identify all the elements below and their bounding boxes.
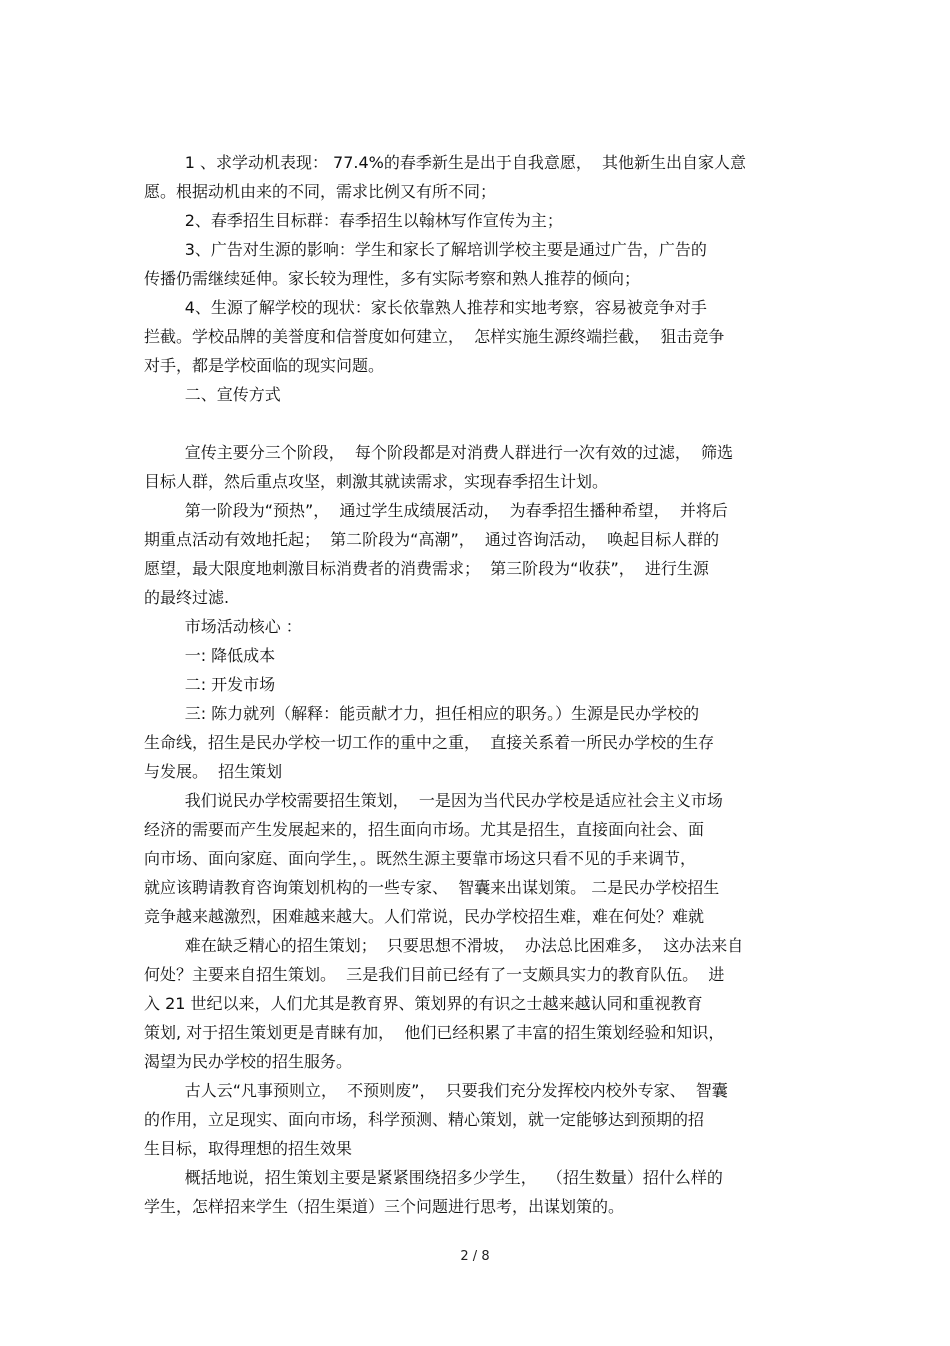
- text-line: 1 、求学动机表现： 77.4%的春季新生是出于自我意愿， 其他新生出自家人意: [144, 153, 747, 172]
- text-line: 与发展。 招生策划: [144, 762, 283, 781]
- text-line: 渴望为民办学校的招生服务。: [144, 1052, 353, 1071]
- text-line: 我们说民办学校需要招生策划， 一是因为当代民办学校是适应社会主义市场: [144, 791, 723, 810]
- text-line: 市场活动核心 ：: [144, 617, 302, 636]
- text-line: 愿。根据动机由来的不同，需求比例又有所不同；: [144, 182, 497, 201]
- text-line: 入 21 世纪以来，人们尤其是教育界、策划界的有识之士越来越认同和重视教育: [144, 994, 703, 1013]
- text-line: 三: 陈力就列（解释：能贡献才力，担任相应的职务。）生源是民办学校的: [144, 704, 700, 723]
- document-body: [144, 148, 812, 1221]
- text-line: 向市场、面向家庭、面向学生，。既然生源主要靠市场这只看不见的手来调节，: [144, 849, 697, 868]
- text-line: 生命线，招生是民办学校一切工作的重中之重， 直接关系着一所民办学校的生存: [144, 733, 715, 752]
- text-line: 3、广告对生源的影响：学生和家长了解培训学校主要是通过广告，广告的: [144, 240, 707, 259]
- text-line: 一: 降低成本: [144, 646, 276, 665]
- text-line: 目标人群，然后重点攻坚，刺激其就读需求，实现春季招生计划。: [144, 472, 609, 491]
- text-line: 的最终过滤.: [144, 588, 230, 607]
- text-line: 2、春季招生目标群：春季招生以翰林写作宣传为主；: [144, 211, 563, 230]
- text-line: 经济的需要而产生发展起来的，招生面向市场。尤其是招生，直接面向社会、面: [144, 820, 705, 839]
- text-line: 概括地说，招生策划主要是紧紧围绕招多少学生， （招生数量）招什么样的: [144, 1168, 723, 1187]
- text-line: 拦截。学校品牌的美誉度和信誉度如何建立， 怎样实施生源终端拦截， 狙击竞争: [144, 327, 725, 346]
- text-line: 传播仍需继续延伸。家长较为理性，多有实际考察和熟人推荐的倾向；: [144, 269, 641, 288]
- text-line: 策划, 对于招生策划更是青睐有加， 他们已经积累了丰富的招生策划经验和知识，: [144, 1023, 725, 1042]
- text-line: 竞争越来越激烈，困难越来越大。人们常说，民办学校招生难，难在何处？难就: [144, 907, 705, 926]
- text-line: 二、宣传方式: [144, 385, 281, 404]
- text-line: 愿望，最大限度地刺激目标消费者的消费需求； 第三阶段为“收获”， 进行生源: [144, 559, 709, 578]
- text-line: 生目标，取得理想的招生效果: [144, 1139, 353, 1158]
- text-line: 对手，都是学校面临的现实问题。: [144, 356, 385, 375]
- text-line: 宣传主要分三个阶段， 每个阶段都是对消费人群进行一次有效的过滤， 筛选: [144, 443, 734, 462]
- text-line: 就应该聘请教育咨询策划机构的一些专家、 智囊来出谋划策。 二是民办学校招生: [144, 878, 720, 897]
- blank-line: [144, 409, 812, 438]
- text-line: 期重点活动有效地托起； 第二阶段为“高潮”， 通过咨询活动， 唤起目标人群的: [144, 530, 720, 549]
- text-line: 二: 开发市场: [144, 675, 276, 694]
- text-line: 第一阶段为“预热”， 通过学生成绩展活动， 为春季招生播种希望， 并将后: [144, 501, 728, 520]
- text-line: 难在缺乏精心的招生策划； 只要思想不滑坡， 办法总比困难多， 这办法来自: [144, 936, 744, 955]
- text-line: 4、生源了解学校的现状：家长依靠熟人推荐和实地考察，容易被竞争对手: [144, 298, 707, 317]
- text-line: 何处？主要来自招生策划。 三是我们目前已经有了一支颇具实力的教育队伍。 进: [144, 965, 725, 984]
- page-number: 2 / 8: [460, 1249, 490, 1264]
- text-line: 古人云“凡事预则立， 不预则废”， 只要我们充分发挥校内校外专家、 智囊: [144, 1081, 728, 1100]
- text-line: 学生，怎样招来学生（招生渠道）三个问题进行思考，出谋划策的。: [144, 1197, 625, 1216]
- text-line: 的作用，立足现实、面向市场，科学预测、精心策划，就一定能够达到预期的招: [144, 1110, 705, 1129]
